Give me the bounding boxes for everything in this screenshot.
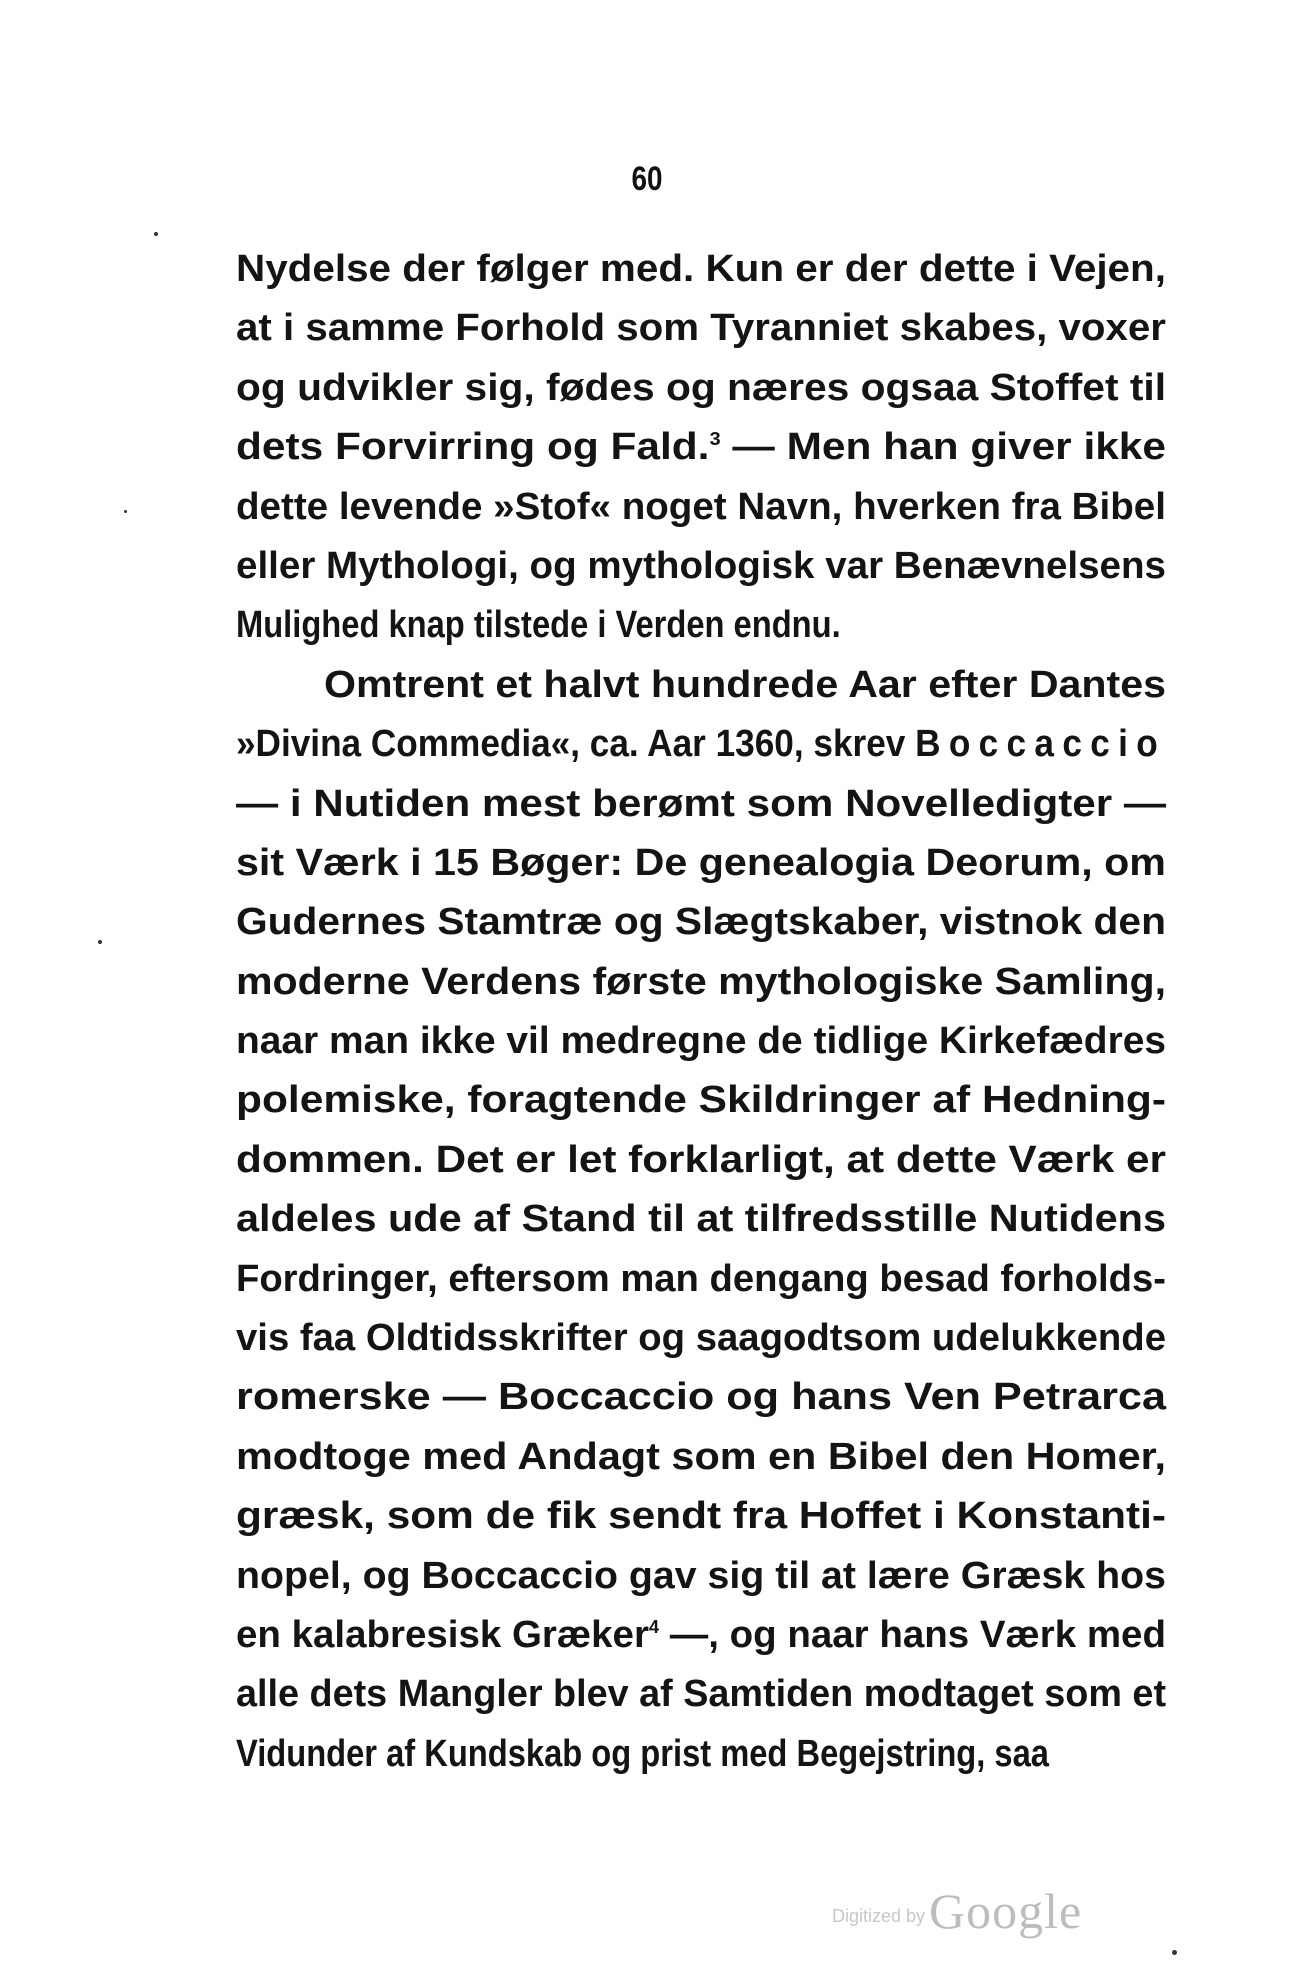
text-line: eller Mythologi, og mythologisk var Benævnelsens (236, 544, 1167, 587)
text-line: — i Nutiden mest berømt som Novelledigter — (236, 782, 1167, 825)
text-line: romerske — Boccaccio og hans Ven Petrarca (236, 1376, 1167, 1419)
text-line (236, 715, 1166, 774)
page-number: 60 (631, 160, 663, 198)
text-line: sit Værk i 15 Bøger: De genealogia Deorum, om (236, 841, 1166, 884)
text-line: Mulighed knap tilstede i Verden endnu. (236, 604, 841, 647)
text-line: vis faa Oldtidsskrifter og saagodtsom udelukkende (236, 1317, 1167, 1360)
body-text (236, 240, 1166, 1784)
line-text: dets Forvirring og Fald. (236, 426, 710, 469)
text-line: græsk, som de fik sendt fra Hoffet i Konstanti- (236, 1495, 1166, 1538)
line-text: »Divina Commedia«, ca. Aar 1360, skrev (236, 723, 906, 766)
text-line: dette levende »Stof« noget Navn, hverken fra Bibel (236, 485, 1166, 528)
scan-speck (124, 510, 127, 513)
text-line: modtoge med Andagt som en Bibel den Homer, (236, 1435, 1167, 1478)
text-line (236, 418, 1166, 477)
text-line: Fordringer, eftersom man dengang besad forholds- (236, 1257, 1166, 1300)
text-line: Vidunder af Kundskab og prist med Begejstring, saa (236, 1732, 1049, 1775)
line-text: —, og naar hans Værk med (659, 1613, 1166, 1656)
scan-speck (98, 940, 102, 944)
text-line: nopel, og Boccaccio gav sig til at lære Græsk hos (236, 1554, 1166, 1597)
text-line: alle dets Mangler blev af Samtiden modtaget som et (236, 1673, 1167, 1716)
text-line (236, 1606, 1166, 1665)
text-line: moderne Verdens første mythologiske Samling, (236, 960, 1167, 1003)
spaced-name: Boccaccio (915, 723, 1167, 766)
line-text: — Men han giver ikke (720, 426, 1166, 469)
google-logo: Google (929, 1883, 1083, 1939)
watermark-prefix: Digitized by (832, 1906, 926, 1926)
text-line: Nydelse der følger med. Kun er der dette i Vejen, (236, 248, 1166, 290)
scan-speck (1172, 1950, 1177, 1955)
text-line: aldeles ude af Stand til at tilfredsstille Nutidens (236, 1198, 1167, 1241)
line-text: en kalabresisk Græker (236, 1613, 649, 1656)
text-line: dommen. Det er let forklarligt, at dette Værk er (236, 1138, 1166, 1181)
footnote-reference: 3 (709, 429, 721, 450)
footnote-reference: 4 (648, 1616, 660, 1637)
text-line: Gudernes Stamtræ og Slægtskaber, vistnok den (236, 901, 1166, 944)
text-line: polemiske, foragtende Skildringer af Hedning- (236, 1079, 1167, 1122)
text-line: at i samme Forhold som Tyranniet skabes, voxer (236, 307, 1166, 350)
text-line: og udvikler sig, fødes og næres ogsaa Stoffet til (236, 366, 1167, 409)
digitized-watermark (832, 1882, 1083, 1939)
text-line: naar man ikke vil medregne de tidlige Kirkefædres (236, 1020, 1167, 1063)
paragraph-first-line: Omtrent et halvt hundrede Aar efter Dantes (324, 663, 1167, 706)
scan-speck (154, 232, 158, 236)
